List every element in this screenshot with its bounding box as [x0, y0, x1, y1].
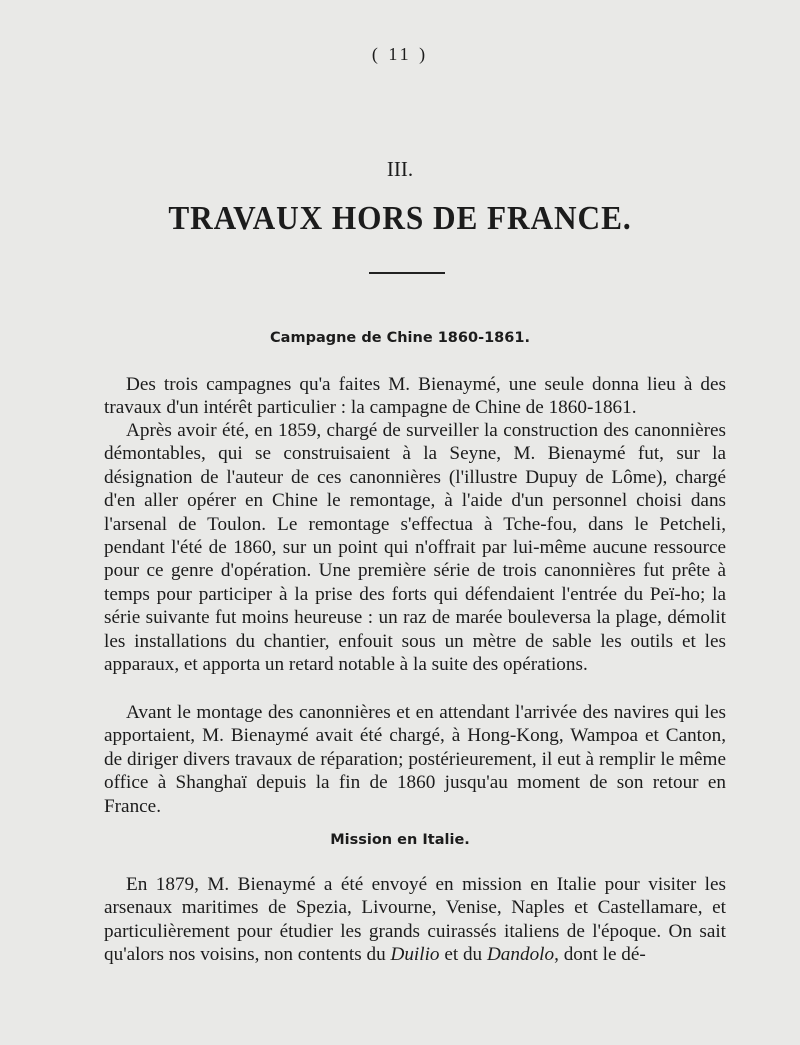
paragraph-chine-1: Des trois campagnes qu'a faites M. Bienaymé, une seule donna lieu à des travaux d'un intérêt particulier : la campagne de Chine de 1860-1861. [104, 374, 726, 419]
chapter-title: TRAVAUX HORS DE FRANCE. [168, 200, 632, 237]
paragraph-chine-3: Avant le montage des canonnières et en attendant l'arrivée des navires qui les apportaient, M. Bienaymé avait été chargé, à Hong-Kong, Wampoa et Canton, de diriger divers travaux de réparation; postérieurement, il eut à remplir le même office à Shanghaï depuis la fin de 1860 jusqu'au moment de son retour en France. [104, 702, 726, 817]
section-heading-italie: Mission en Italie. [330, 832, 470, 848]
paragraph-italie-text-a: En 1879, M. Bienaymé a été envoyé en mission en Italie pour visiter les arsenaux maritimes de Spezia, Livourne, Venise, Naples et Castellamare, et particulièrement pour étudier les grands cuirassés italiens de l'époque. On sait qu'alors nos voisins, non contents du [104, 874, 726, 966]
chapter-number: III. [386, 157, 414, 181]
title-divider [369, 272, 445, 274]
paragraph-italie-1 [104, 873, 726, 967]
ship-name-dandolo: Dandolo [486, 944, 555, 966]
ship-name-duilio: Duilio [390, 944, 440, 966]
paragraph-italie-text-c: , dont le dé- [554, 944, 646, 966]
page-number: ( 11 ) [371, 44, 429, 64]
paragraph-italie-text-b: et du [439, 944, 487, 966]
section-heading-chine: Campagne de Chine 1860-1861. [270, 330, 530, 346]
paragraph-chine-2: Après avoir été, en 1859, chargé de surveiller la construction des canonnières démontables, qui se construisaient à la Seyne, M. Bienaymé fut, sur la désignation de l'auteur de ces canonnières (l'illustre Dupuy de Lôme), chargé d'en aller opérer en Chine le remontage, à l'aide d'un personnel choisi dans l'arsenal de Toulon. Le remontage s'effectua à Tche-fou, dans le Petcheli, pendant l'été de 1860, sur un point qui n'offrait par lui-même aucune ressource pour ce genre d'opération. Une première série de trois canonnières fut prête à temps pour participer à la prise des forts qui défendaient l'entrée du Peï-ho; la série suivante fut moins heureuse : un raz de marée bouleversa la plage, démolit les installations du chantier, enfouit sous un mètre de sable les outils et les apparaux, et apporta un retard notable à la suite des opérations. [104, 420, 726, 676]
